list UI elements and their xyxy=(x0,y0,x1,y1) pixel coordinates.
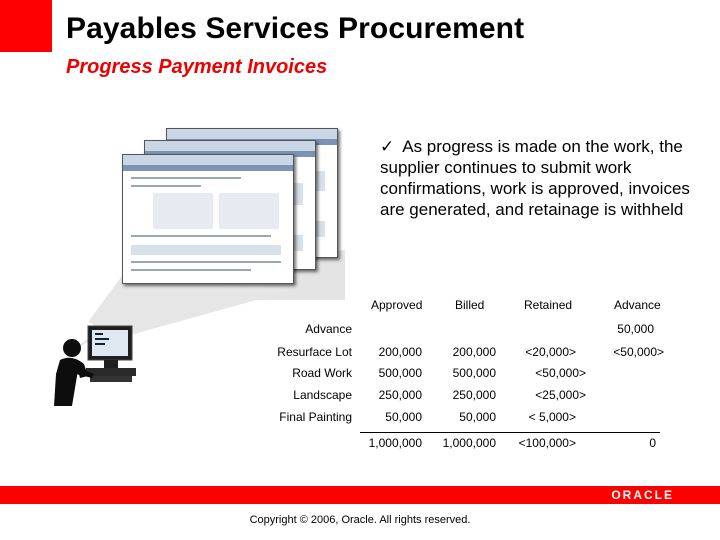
col-header-billed: Billed xyxy=(455,298,485,312)
check-icon: ✓ xyxy=(380,137,395,156)
copyright-text: Copyright © 2006, Oracle. All rights reserved. xyxy=(249,514,471,526)
cell-road-retained: <50,000> xyxy=(535,366,586,380)
total-billed: 1,000,000 xyxy=(442,436,496,450)
col-header-approved: Approved xyxy=(371,298,423,312)
cell-advance-advance: 50,000 xyxy=(617,322,654,336)
cell-landscape-approved: 250,000 xyxy=(378,388,422,402)
cell-landscape-retained: <25,000> xyxy=(535,388,586,402)
cell-resurface-retained: <20,000> xyxy=(525,345,576,359)
cell-road-billed: 500,000 xyxy=(452,366,496,380)
bullet-text: As progress is made on the work, the supplier continues to submit work confirmations, work is approved, invoices are generated, and retainage is withheld xyxy=(380,137,690,219)
page-title: Payables Services Procurement xyxy=(66,12,525,45)
progress-bullet xyxy=(380,136,700,220)
cell-painting-billed: 50,000 xyxy=(459,410,496,424)
cell-resurface-advance: <50,000> xyxy=(613,345,664,359)
cell-painting-approved: 50,000 xyxy=(385,410,422,424)
row-label-final-painting: Final Painting xyxy=(279,410,352,424)
col-header-retained: Retained xyxy=(524,298,573,312)
total-approved: 1,000,000 xyxy=(368,436,422,450)
row-label-landscape: Landscape xyxy=(293,388,352,402)
screen-front xyxy=(122,154,294,284)
row-label-resurface-lot: Resurface Lot xyxy=(277,345,352,359)
row-label-road-work: Road Work xyxy=(292,366,352,380)
page-subtitle: Progress Payment Invoices xyxy=(66,56,328,78)
cell-resurface-billed: 200,000 xyxy=(452,345,496,359)
cell-resurface-approved: 200,000 xyxy=(378,345,422,359)
total-advance: 0 xyxy=(649,436,656,450)
totals-divider xyxy=(360,432,660,433)
person-at-computer-icon xyxy=(50,318,140,408)
invoice-screens-icon xyxy=(120,128,340,298)
cell-road-approved: 500,000 xyxy=(378,366,422,380)
col-header-advance: Advance xyxy=(614,298,661,312)
total-retained: <100,000> xyxy=(518,436,576,450)
cell-landscape-billed: 250,000 xyxy=(452,388,496,402)
row-label-advance: Advance xyxy=(305,322,352,336)
oracle-logo: ORACLE xyxy=(611,488,674,502)
cell-painting-retained: < 5,000> xyxy=(528,410,576,424)
